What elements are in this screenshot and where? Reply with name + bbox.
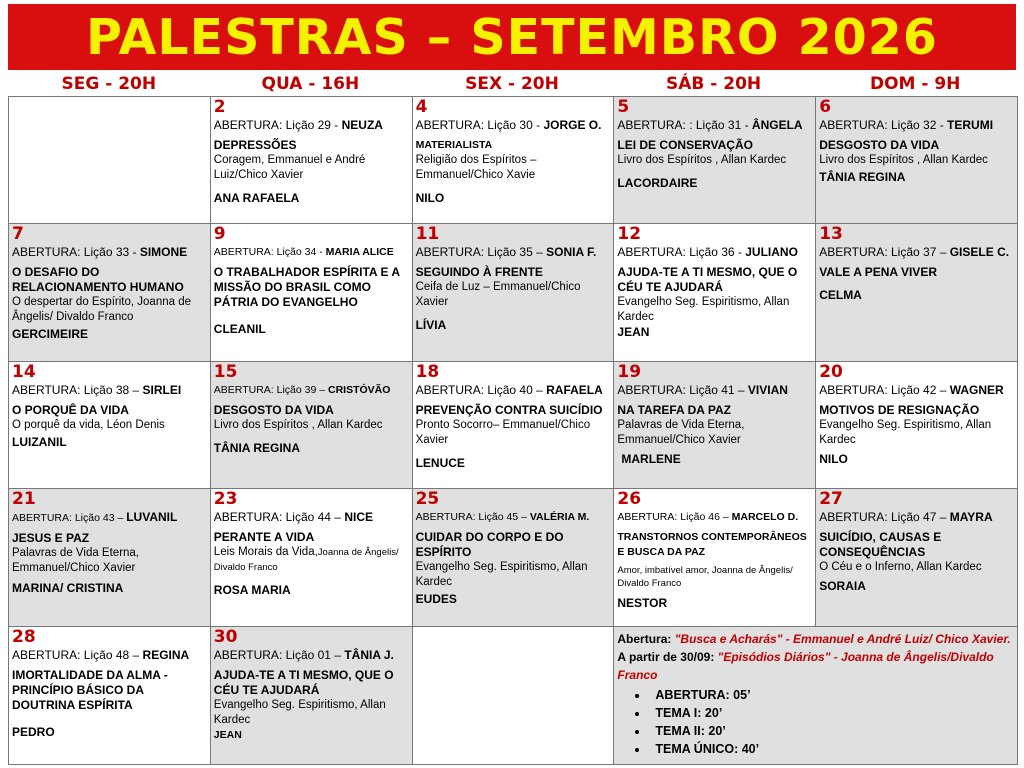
lecture-speaker: ANA RAFAELA xyxy=(213,191,300,205)
day-number: 25 xyxy=(415,489,440,509)
abertura-line: ABERTURA: Lição 38 – SIRLEI xyxy=(12,383,182,397)
day-number: 23 xyxy=(213,489,238,509)
abertura-leader: REGINA xyxy=(142,648,190,662)
lecture-theme: NA TAREFA DA PAZ xyxy=(617,403,731,417)
lecture-book: Livro dos Espíritos , Allan Kardec xyxy=(617,154,787,166)
day-cell-23 xyxy=(210,489,412,627)
weekday-fri: SEX - 20H xyxy=(465,74,559,94)
weekday-sun: DOM - 9H xyxy=(869,74,961,94)
list-item: • TEMA ÚNICO: 40’ xyxy=(649,740,1014,758)
empty-cell xyxy=(9,97,211,224)
weekday-header xyxy=(8,72,1016,96)
lecture-book: Evangelho Seg. Espiritismo, Allan Kardec xyxy=(819,419,992,446)
notes-label: Abertura: xyxy=(617,632,675,646)
lecture-speaker: EUDES xyxy=(415,592,457,606)
abertura-line: ABERTURA: Lição 32 - TERUMI xyxy=(819,118,994,132)
abertura-leader: NICE xyxy=(344,510,373,524)
lecture-speaker: JEAN xyxy=(617,325,650,339)
abertura-line: ABERTURA: Lição 30 - JORGE O. xyxy=(415,118,602,132)
lecture-theme: LEI DE CONSERVAÇÃO xyxy=(617,138,753,152)
abertura-leader: MARCELO D. xyxy=(731,511,799,523)
page-title: PALESTRAS – SETEMBRO 2026 xyxy=(86,8,938,66)
abertura-leader: SIRLEI xyxy=(142,383,182,397)
day-cell-4 xyxy=(412,97,614,224)
lecture-speaker: JEAN xyxy=(213,729,242,741)
lecture-theme: VALE A PENA VIVER xyxy=(819,265,937,279)
lecture-speaker: SORAIA xyxy=(819,579,866,593)
lecture-book: O Céu e o Inferno, Allan Kardec xyxy=(819,561,982,573)
day-cell-27 xyxy=(816,489,1018,627)
day-cell-18 xyxy=(412,362,614,489)
day-number: 21 xyxy=(12,489,36,509)
day-number: 13 xyxy=(819,224,843,244)
day-number: 9 xyxy=(213,224,226,244)
day-cell-14 xyxy=(9,362,211,489)
empty-cell xyxy=(412,627,614,765)
abertura-line: ABERTURA: Lição 37 – GISELE C. xyxy=(819,245,1010,259)
day-number: 11 xyxy=(415,224,440,244)
abertura-line: ABERTURA: Lição 39 – CRISTÓVÃO xyxy=(213,384,391,396)
lecture-book: Amor, imbatível amor, Joanna de Ângelis/ Divaldo Franco xyxy=(617,565,793,589)
lecture-theme: O TRABALHADOR ESPÍRITA E A MISSÃO DO BRASIL COMO PÁTRIA DO EVANGELHO xyxy=(213,265,400,309)
lecture-speaker: CELMA xyxy=(819,288,862,302)
abertura-leader: TERUMI xyxy=(947,118,994,132)
day-number: 2 xyxy=(213,97,226,117)
day-number: 4 xyxy=(415,97,428,117)
lecture-book: Evangelho Seg. Espiritismo, Allan Kardec xyxy=(415,561,588,588)
abertura-leader: MARIA ALICE xyxy=(325,246,394,258)
abertura-line: ABERTURA: Lição 44 – NICE xyxy=(213,510,373,524)
lecture-speaker: MARLENE xyxy=(621,452,681,466)
lecture-book: Ceifa de Luz – Emmanuel/Chico Xavier xyxy=(415,281,581,308)
abertura-line: ABERTURA: Lição 41 – VIVIAN xyxy=(617,383,788,397)
lecture-book: Coragem, Emmanuel e André Luiz/Chico Xavier xyxy=(213,154,366,181)
abertura-leader: SONIA F. xyxy=(546,245,597,259)
lecture-theme: MOTIVOS DE RESIGNAÇÃO xyxy=(819,403,980,417)
abertura-leader: JORGE O. xyxy=(543,118,602,132)
schedule-table xyxy=(8,96,1018,765)
lecture-theme: CUIDAR DO CORPO E DO ESPÍRITO xyxy=(415,530,564,559)
lecture-speaker: LUIZANIL xyxy=(12,435,67,449)
abertura-line: ABERTURA: Lição 29 - NEUZA xyxy=(213,118,383,132)
lecture-book: O porquê da vida, Léon Denis xyxy=(12,419,165,431)
lecture-speaker: NESTOR xyxy=(617,596,668,610)
weekday-mon: SEG - 20H xyxy=(61,74,157,94)
time-list xyxy=(617,686,1014,758)
day-number: 26 xyxy=(617,489,642,509)
lecture-theme: DESGOSTO DA VIDA xyxy=(819,138,940,152)
lecture-speaker: ROSA MARIA xyxy=(213,583,291,597)
abertura-line: ABERTURA: Lição 48 – REGINA xyxy=(12,648,190,662)
title-banner xyxy=(8,4,1016,70)
day-cell-9 xyxy=(210,224,412,362)
abertura-line: ABERTURA: Lição 45 – VALÉRIA M. xyxy=(415,511,590,523)
abertura-leader: GISELE C. xyxy=(949,245,1010,259)
abertura-leader: TÂNIA J. xyxy=(344,648,394,662)
notes-book-2: "Episódios Diários" - Joanna de Ângelis/Divaldo Franco xyxy=(617,650,994,682)
abertura-leader: NEUZA xyxy=(341,118,383,132)
lecture-book: Palavras de Vida Eterna, Emmanuel/Chico Xavier xyxy=(617,419,745,446)
abertura-leader: CRISTÓVÃO xyxy=(328,384,391,396)
lecture-theme: AJUDA-TE A TI MESMO, QUE O CÉU TE AJUDARÁ xyxy=(617,265,798,294)
day-number: 6 xyxy=(819,97,832,117)
lecture-speaker: NILO xyxy=(415,191,445,205)
abertura-leader: LUVANIL xyxy=(126,510,178,524)
lecture-speaker: NILO xyxy=(819,452,848,466)
abertura-leader: JULIANO xyxy=(745,245,798,259)
lecture-book: Leis Morais da Vida,Joanna de Ângelis/ Divaldo Franco xyxy=(213,546,399,573)
day-number: 28 xyxy=(12,627,36,647)
abertura-line: ABERTURA: Lição 35 – SONIA F. xyxy=(415,245,597,259)
week-row xyxy=(9,224,1018,362)
lecture-theme: PREVENÇÃO CONTRA SUICÍDIO xyxy=(415,403,603,417)
week-row xyxy=(9,489,1018,627)
lecture-speaker: TÂNIA REGINA xyxy=(819,170,906,184)
day-cell-11 xyxy=(412,224,614,362)
notes-cell xyxy=(614,627,1018,765)
day-cell-21 xyxy=(9,489,211,627)
abertura-leader: VALÉRIA M. xyxy=(529,511,590,523)
lecture-theme: JESUS E PAZ xyxy=(12,531,90,545)
lecture-speaker: MARINA/ CRISTINA xyxy=(12,581,124,595)
day-number: 12 xyxy=(617,224,642,244)
abertura-line: ABERTURA: Lição 01 – TÂNIA J. xyxy=(213,648,394,662)
notes-mid: A partir de 30/09: xyxy=(617,650,718,664)
day-number: 18 xyxy=(415,362,440,382)
day-cell-20 xyxy=(816,362,1018,489)
day-number: 30 xyxy=(213,627,238,647)
day-number: 5 xyxy=(617,97,630,117)
day-number: 15 xyxy=(213,362,238,382)
lecture-speaker: LÍVIA xyxy=(415,318,447,332)
lecture-book: Evangelho Seg. Espiritismo, Allan Kardec xyxy=(213,699,386,726)
lecture-book: O despertar do Espírito, Joanna de Ângelis/ Divaldo Franco xyxy=(12,296,191,323)
day-cell-19 xyxy=(614,362,816,489)
lecture-theme: O PORQUÊ DA VIDA xyxy=(12,403,129,417)
day-cell-13 xyxy=(816,224,1018,362)
abertura-leader: MAYRA xyxy=(949,510,993,524)
day-cell-28 xyxy=(9,627,211,765)
day-cell-5 xyxy=(614,97,816,224)
lecture-book: Palavras de Vida Eterna, Emmanuel/Chico Xavier xyxy=(12,547,140,574)
day-number: 19 xyxy=(617,362,642,382)
abertura-leader: RAFAELA xyxy=(546,383,603,397)
list-item: • TEMA II: 20’ xyxy=(649,722,1014,740)
abertura-leader: ÂNGELA xyxy=(751,118,803,132)
lecture-theme: SEGUINDO À FRENTE xyxy=(415,265,543,279)
list-item: • TEMA I: 20’ xyxy=(649,704,1014,722)
abertura-line: ABERTURA: Lição 47 – MAYRA xyxy=(819,510,993,524)
lecture-theme: AJUDA-TE A TI MESMO, QUE O CÉU TE AJUDARÁ xyxy=(213,668,394,697)
abertura-leader: WAGNER xyxy=(949,383,1004,397)
lecture-theme: DEPRESSÕES xyxy=(213,138,297,152)
day-number: 20 xyxy=(819,362,843,382)
lecture-book: Evangelho Seg. Espiritismo, Allan Kardec xyxy=(617,296,790,323)
abertura-line: ABERTURA: Lição 42 – WAGNER xyxy=(819,383,1004,397)
lecture-theme: TRANSTORNOS CONTEMPORÂNEOS E BUSCA DA PAZ xyxy=(617,531,807,558)
day-cell-30 xyxy=(210,627,412,765)
lecture-book: Livro dos Espíritos , Allan Kardec xyxy=(213,419,383,431)
abertura-line: ABERTURA: Lição 34 - MARIA ALICE xyxy=(213,246,394,258)
lecture-theme: SUICÍDIO, CAUSAS E CONSEQUÊNCIAS xyxy=(819,530,942,559)
day-number: 7 xyxy=(12,224,24,244)
day-cell-6 xyxy=(816,97,1018,224)
day-cell-12 xyxy=(614,224,816,362)
lecture-book: Livro dos Espíritos , Allan Kardec xyxy=(819,154,988,166)
lecture-speaker: PEDRO xyxy=(12,725,55,739)
day-number: 27 xyxy=(819,489,843,509)
day-cell-7 xyxy=(9,224,211,362)
list-item: • ABERTURA: 05’ xyxy=(649,686,1014,704)
day-number: 14 xyxy=(12,362,36,382)
lecture-theme: IMORTALIDADE DA ALMA - PRINCÍPIO BÁSICO DA DOUTRINA ESPÍRITA xyxy=(12,668,168,712)
lecture-speaker: TÂNIA REGINA xyxy=(213,441,301,455)
lecture-book: Pronto Socorro– Emmanuel/Chico Xavier xyxy=(415,419,591,446)
abertura-line: ABERTURA: Lição 43 – LUVANIL xyxy=(12,510,178,524)
lecture-book: Religião dos Espíritos – Emmanuel/Chico Xavie xyxy=(415,154,537,181)
week-row xyxy=(9,362,1018,489)
lecture-theme: MATERIALISTA xyxy=(415,139,493,151)
notes-book-1: "Busca e Acharás" - Emmanuel e André Luiz/ Chico Xavier. xyxy=(674,632,1011,646)
day-cell-26 xyxy=(614,489,816,627)
abertura-leader: VIVIAN xyxy=(747,383,788,397)
week-row xyxy=(9,97,1018,224)
lecture-speaker: LENUCE xyxy=(415,456,465,470)
abertura-line: ABERTURA: Lição 40 – RAFAELA xyxy=(415,383,603,397)
lecture-speaker: LACORDAIRE xyxy=(617,176,698,190)
notes-text xyxy=(617,628,1014,758)
day-cell-15 xyxy=(210,362,412,489)
abertura-leader: SIMONE xyxy=(139,245,188,259)
abertura-line: ABERTURA: Lição 36 - JULIANO xyxy=(617,245,798,259)
day-cell-2 xyxy=(210,97,412,224)
weekday-wed: QUA - 16H xyxy=(261,74,360,94)
day-cell-25 xyxy=(412,489,614,627)
weekday-sat: SÁB - 20H xyxy=(666,74,762,94)
abertura-line: ABERTURA: : Lição 31 - ÂNGELA xyxy=(617,118,803,132)
abertura-line: ABERTURA: Lição 33 - SIMONE xyxy=(12,245,188,259)
lecture-theme: DESGOSTO DA VIDA xyxy=(213,403,334,417)
lecture-speaker: CLEANIL xyxy=(213,322,266,336)
abertura-line: ABERTURA: Lição 46 – MARCELO D. xyxy=(617,511,799,523)
lecture-theme: O DESAFIO DO RELACIONAMENTO HUMANO xyxy=(12,265,184,294)
week-row xyxy=(9,627,1018,765)
lecture-theme: PERANTE A VIDA xyxy=(213,530,315,544)
lecture-speaker: GERCIMEIRE xyxy=(12,327,89,341)
